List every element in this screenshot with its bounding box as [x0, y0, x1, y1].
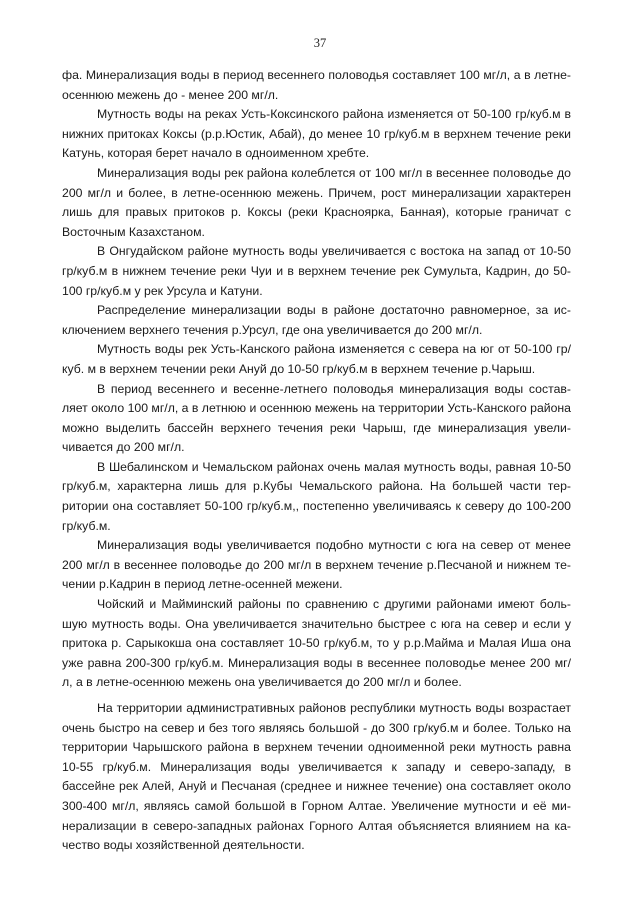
document-body [62, 66, 571, 856]
paragraph-1: фа. Минерализация воды в период весеннего половодья составляет 100 мг/л, а в летне-осеннюю межень до - менее 200 мг/л. [62, 68, 571, 102]
paragraph-3: Минерализация воды рек района колеблется от 100 мг/л в весеннее половодье до 200 мг/л и более, в летне-осеннюю межень. Причем, рост минерализации характерен лишь для правых притоков р. Коксы (реки Красноярка, Банная), которые граничат с Восточным Казахстаном. [62, 165, 571, 239]
paragraph-8: В Шебалинском и Чемальском районах очень малая мутность воды, равная 10-50 гр/куб.м, характерна лишь для р.Кубы Чемальского района. На большей части территории она составляет 50-100 гр/куб.м,, постепенно увеличиваясь к северу до 100-200 гр/куб.м. [62, 459, 571, 533]
paragraph-9: Минерализация воды увеличивается подобно мутности с юга на север от менее 200 мг/л в весеннее половодье до 200 мг/л в верхнем течение р.Песчаной и нижнем течении р.Кадрин в период летне-осенней межени. [62, 538, 571, 592]
paragraph-5: Распределение минерализации воды в районе достаточно равномерное, за исключением верхнего течения р.Урсул, где она увеличивается до 200 мг/л. [62, 303, 571, 337]
paragraph-6: Мутность воды рек Усть-Канского района изменяется с севера на юг от 50-100 гр/куб. м в верхнем течении реки Ануй до 10-50 гр/куб.м в верхнем течение р.Чарыш. [62, 342, 571, 376]
paragraph-2: Мутность воды на реках Усть-Коксинского района изменяется от 50-100 гр/куб.м в нижних притоках Коксы (р.р.Юстик, Абай), до менее 10 гр/куб.м в верхнем течение реки Катунь, которая берет начало в одноименном хребте. [62, 107, 571, 161]
paragraph-7: В период весеннего и весенне-летнего половодья минерализация воды составляет около 100 мг/л, а в летнюю и осеннюю межень на территории Усть-Канского района можно выделить бассейн верхнего течения реки Чарыш, где минерализация увеличивается до 200 мг/л. [62, 381, 571, 455]
paragraph-4: В Онгудайском районе мутность воды увеличивается с востока на запад от 10-50 гр/куб.м в нижнем течение реки Чуи и в верхнем течение рек Сумульта, Кадрин, до 50-100 гр/куб.м у рек Урсула и Катуни. [62, 244, 571, 298]
page-number: 37 [313, 36, 327, 50]
paragraph-10: Чойский и Майминский районы по сравнению с другими районами имеют большую мутность воды. Она увеличивается значительно быстрее с юга на север и если у притока р. Сарыкокша она составляет 10-50 гр/куб.м, то у р.р.Майма и Малая Иша она уже равна 200-300 гр/куб.м. Минерализация воды в весеннее половодье менее 200 мг/л, а в летне-осеннюю межень она увеличивается до 200 мг/л и более. [62, 597, 571, 690]
paragraph-11: На территории административных районов республики мутность воды возрастает очень быстро на север и без того являясь большой - до 300 гр/куб.м и более. Только на территории Чарышского района в верхнем течении одноименной реки мутность равна 10-55 гр/куб.м. Минерализация воды увеличивается к западу и северо-западу, в бассейне рек Алей, Ануй и Песчаная (среднее и нижнее течение) она составляет около 300-400 мг/л, являясь самой большой в Горном Алтае. Увеличение мутности и её минерализации в северо-западных районах Горного Алтая объясняется влиянием на качество воды хозяйственной деятельности. [62, 701, 571, 853]
